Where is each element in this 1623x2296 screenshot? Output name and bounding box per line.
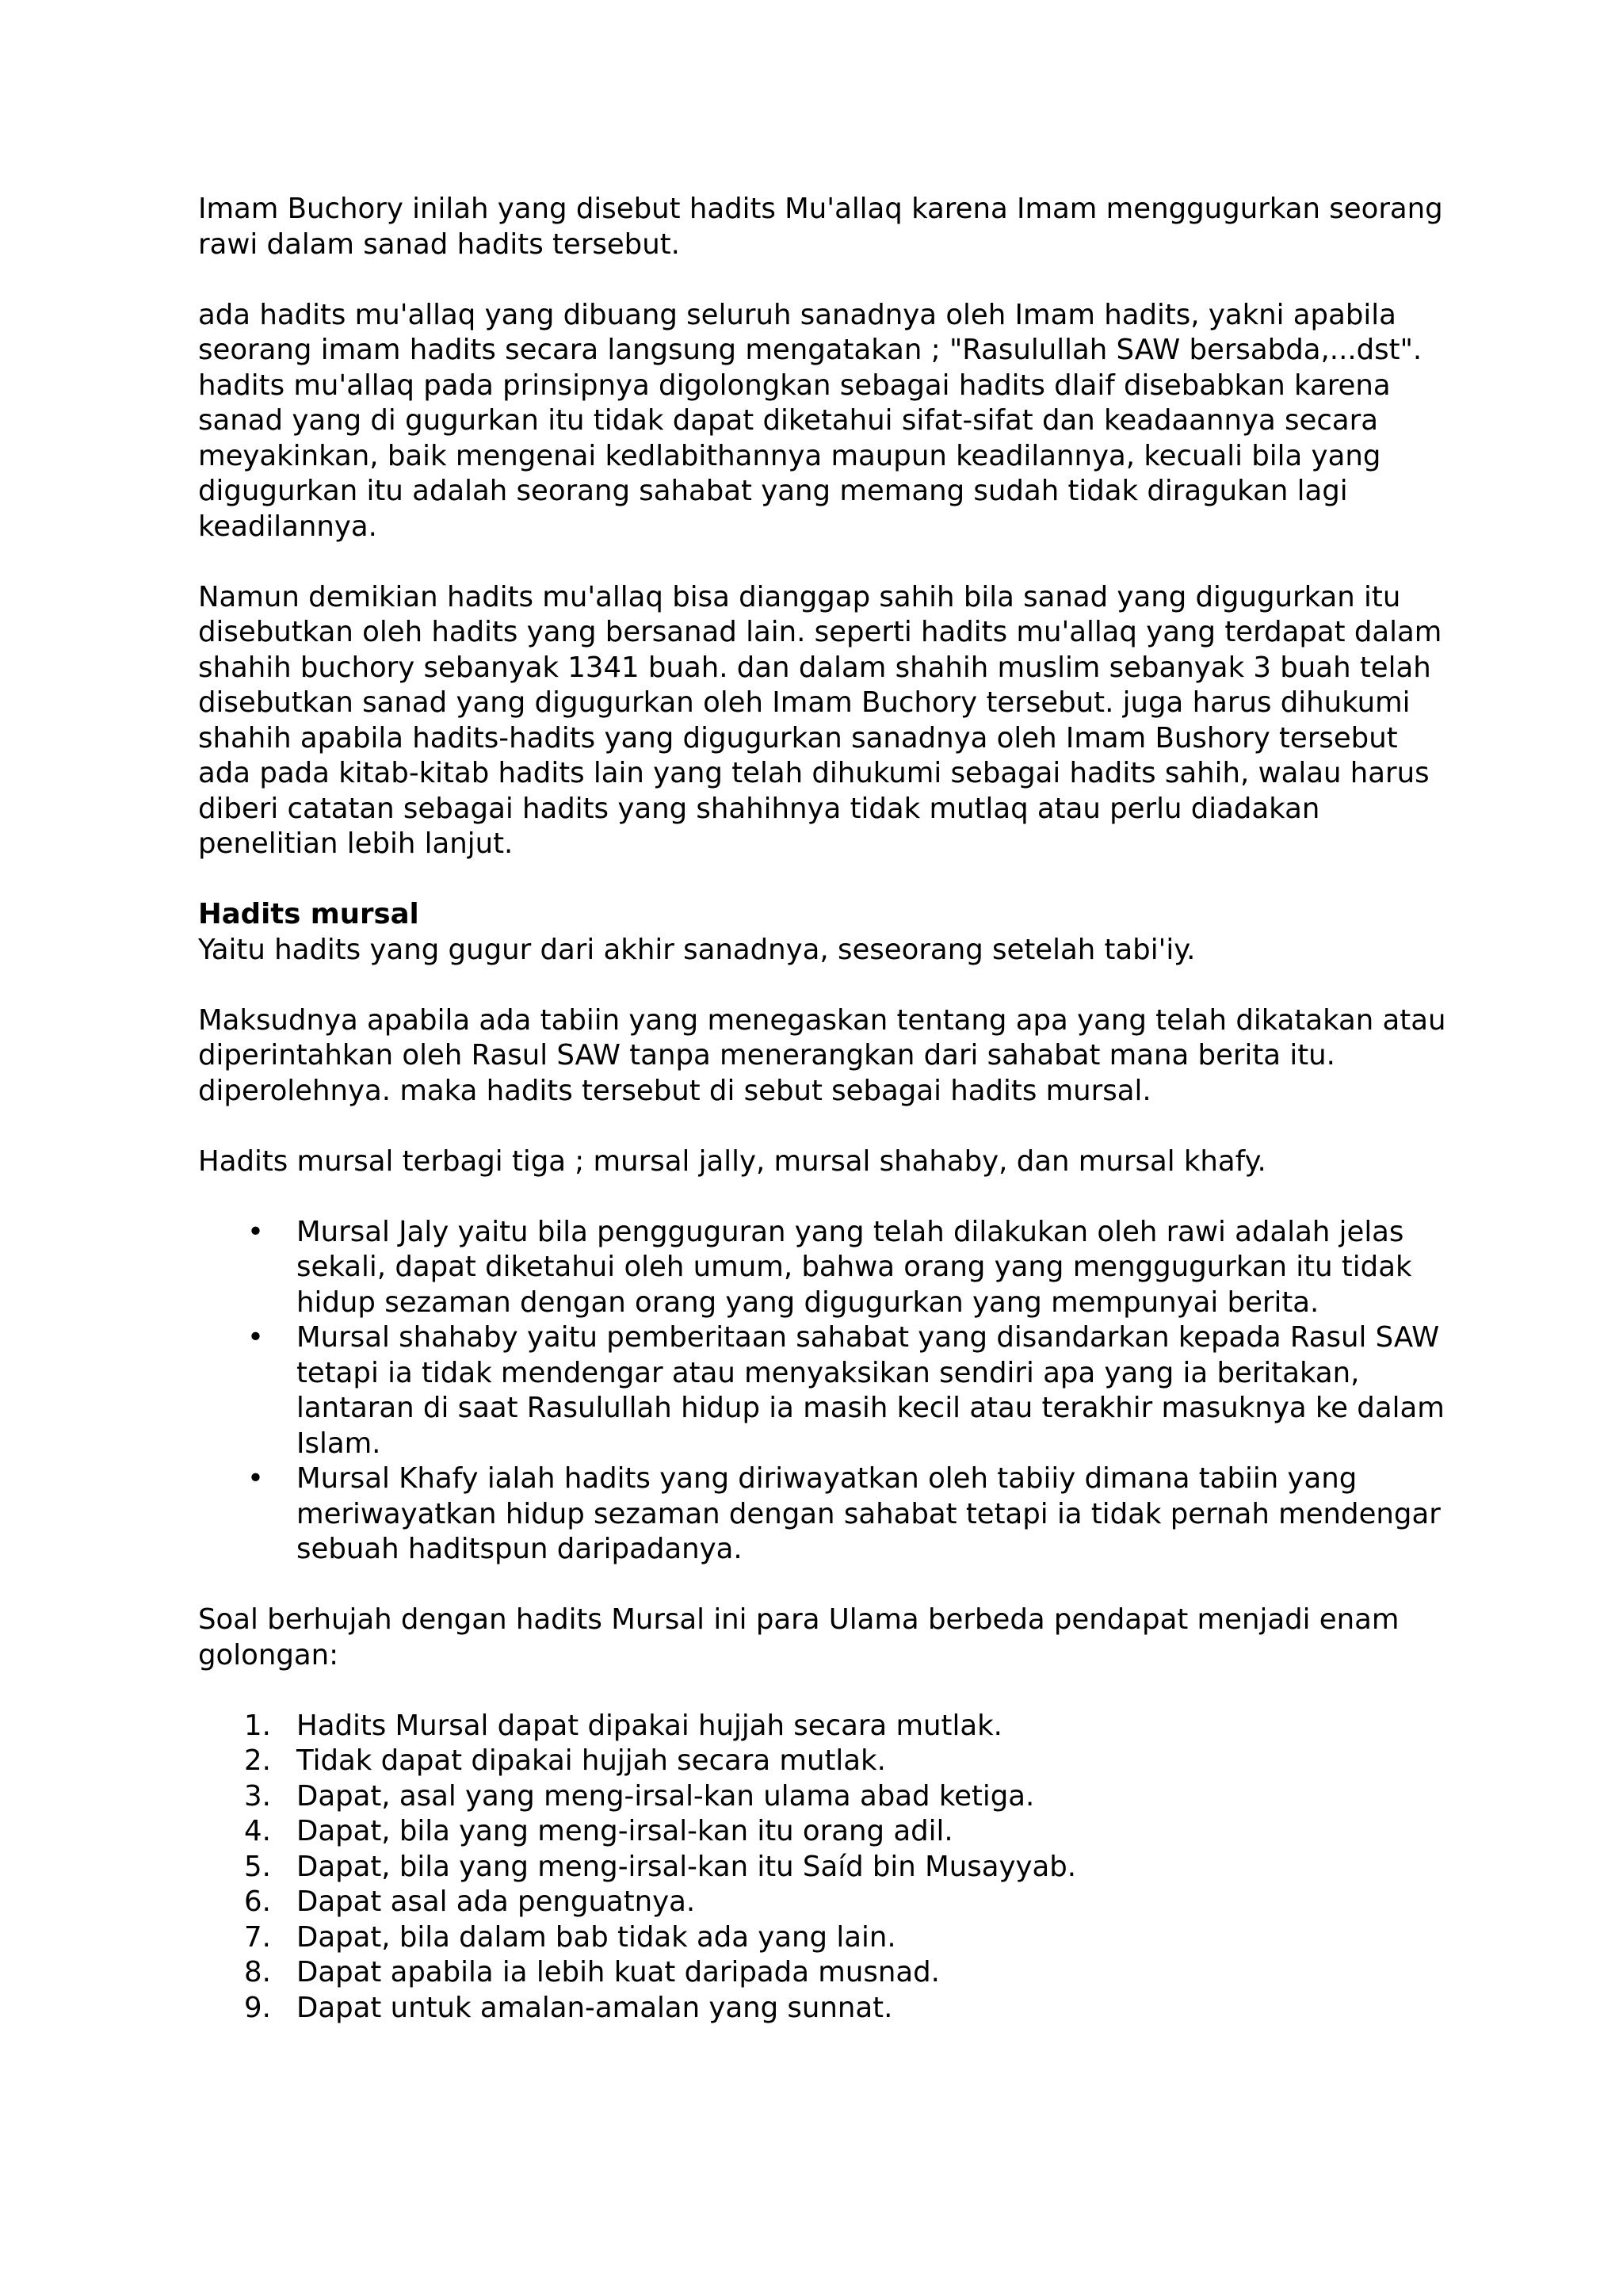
list-item <box>198 1885 1450 1920</box>
spacer <box>198 1568 1450 1603</box>
list-item <box>198 1709 1450 1744</box>
list-item <box>198 1814 1450 1850</box>
list-item-text: Mursal shahaby yaitu pemberitaan sahabat yang disandarkan kepada Rasul SAW tetapi ia tidak mendengar atau menyaksikan sendiri apa yang ia beritakan, lantaran di saat Rasulullah hidup ia masih kecil atau terakhir masuknya ke dalam Islam. <box>296 1321 1445 1460</box>
bullet-marker: • <box>247 1321 264 1354</box>
list-number: 3. <box>244 1779 271 1813</box>
list-item <box>198 1850 1450 1885</box>
list-number: 1. <box>244 1709 271 1742</box>
list-number: 4. <box>244 1815 271 1847</box>
spacer <box>198 1673 1450 1709</box>
list-item <box>198 1320 1450 1461</box>
list-item-text: Dapat, bila yang meng-irsal-kan itu orang adil. <box>296 1815 953 1847</box>
list-item <box>198 1920 1450 1956</box>
list-item <box>198 1991 1450 2027</box>
list-item <box>198 1955 1450 1991</box>
section-heading-hadits-mursal: Hadits mursal <box>198 898 419 930</box>
list-item-text: Dapat, bila yang meng-irsal-kan itu Saíd bin Musayyab. <box>296 1850 1077 1883</box>
list-item-text: Dapat apabila ia lebih kuat daripada musnad. <box>296 1956 940 1988</box>
spacer <box>198 544 1450 580</box>
paragraph-ulama-opinions: Soal berhujah dengan hadits Mursal ini para Ulama berbeda pendapat menjadi enam golongan: <box>198 1603 1400 1671</box>
list-number: 7. <box>244 1920 271 1954</box>
list-item <box>198 1215 1450 1321</box>
paragraph-mursal-definition: Yaitu hadits yang gugur dari akhir sanadnya, seseorang setelah tabi'iy. <box>198 933 1196 966</box>
spacer <box>198 262 1450 298</box>
bullet-marker: • <box>247 1462 264 1495</box>
list-item <box>198 1461 1450 1568</box>
paragraph-mursal-types: Hadits mursal terbagi tiga ; mursal jally, mursal shahaby, dan mursal khafy. <box>198 1144 1266 1178</box>
list-number: 2. <box>244 1744 271 1777</box>
list-number: 5. <box>244 1850 271 1883</box>
list-number: 6. <box>244 1885 271 1918</box>
list-item-text: Mursal Jaly yaitu bila pengguguran yang telah dilakukan oleh rawi adalah jelas sekali, dapat diketahui oleh umum, bahwa orang yang menggugurkan itu tidak hidup sezaman dengan orang yang digugurkan yang mempunyai berita. <box>296 1215 1412 1319</box>
bullet-marker: • <box>247 1215 264 1248</box>
list-number: 8. <box>244 1956 271 1988</box>
paragraph-muallaq-intro: Imam Buchory inilah yang disebut hadits Mu'allaq karena Imam menggugurkan seorang rawi dalam sanad hadits tersebut. <box>198 193 1443 261</box>
spacer <box>198 1179 1450 1215</box>
list-item-text: Mursal Khafy ialah hadits yang diriwayatkan oleh tabiiy dimana tabiin yang meriwayatkan hidup sezaman dengan sahabat tetapi ia tidak pernah mendengar sebuah haditspun daripadanya. <box>296 1462 1441 1565</box>
list-item-text: Dapat asal ada penguatnya. <box>296 1885 696 1918</box>
list-item-text: Tidak dapat dipakai hujjah secara mutlak. <box>296 1744 886 1777</box>
spacer <box>198 862 1450 898</box>
list-item <box>198 1779 1450 1815</box>
spacer <box>198 968 1450 1003</box>
paragraph-muallaq-sanad: ada hadits mu'allaq yang dibuang seluruh sanadnya oleh Imam hadits, yakni apabila seorang imam hadits secara langsung mengatakan ; "Rasulullah SAW bersabda,...dst". hadits mu'allaq pada prinsipnya digolongkan sebagai hadits dlaif disebabkan karena sanad yang di gugurkan itu tidak dapat diketahui sifat-sifat dan keadaannya secara meyakinkan, baik mengenai kedlabithannya maupun keadilannya, kecuali bila yang digugurkan itu adalah seorang sahabat yang memang sudah tidak diragukan lagi keadilannya. <box>198 298 1423 543</box>
paragraph-muallaq-sahih: Namun demikian hadits mu'allaq bisa dianggap sahih bila sanad yang digugurkan itu disebutkan oleh hadits yang bersanad lain. seperti hadits mu'allaq yang terdapat dalam shahih buchory sebanyak 1341 buah. dan dalam shahih muslim sebanyak 3 buah telah disebutkan sanad yang digugurkan oleh Imam Buchory tersebut. juga harus dihukumi shahih apabila hadits-hadits yang digugurkan sanadnya oleh Imam Bushory tersebut ada pada kitab-kitab hadits lain yang telah dihukumi sebagai hadits sahih, walau harus diberi catatan sebagai hadits yang shahihnya tidak mutlaq atau perlu diadakan penelitian lebih lanjut. <box>198 580 1442 860</box>
paragraph-mursal-meaning: Maksudnya apabila ada tabiin yang menegaskan tentang apa yang telah dikatakan atau diperintahkan oleh Rasul SAW tanpa menerangkan dari sahabat mana berita itu. diperolehnya. maka hadits tersebut di sebut sebagai hadits mursal. <box>198 1003 1446 1107</box>
list-item-text: Dapat, asal yang meng-irsal-kan ulama abad ketiga. <box>296 1779 1035 1813</box>
list-item-text: Dapat, bila dalam bab tidak ada yang lain. <box>296 1920 896 1954</box>
document-page <box>198 192 1450 2026</box>
list-item-text: Dapat untuk amalan-amalan yang sunnat. <box>296 1991 893 2024</box>
list-item-text: Hadits Mursal dapat dipakai hujjah secara mutlak. <box>296 1709 1002 1742</box>
spacer <box>198 1109 1450 1144</box>
list-item <box>198 1744 1450 1779</box>
bullet-list-mursal-types <box>198 1215 1450 1568</box>
list-number: 9. <box>244 1991 271 2024</box>
numbered-list-opinions <box>198 1709 1450 2027</box>
